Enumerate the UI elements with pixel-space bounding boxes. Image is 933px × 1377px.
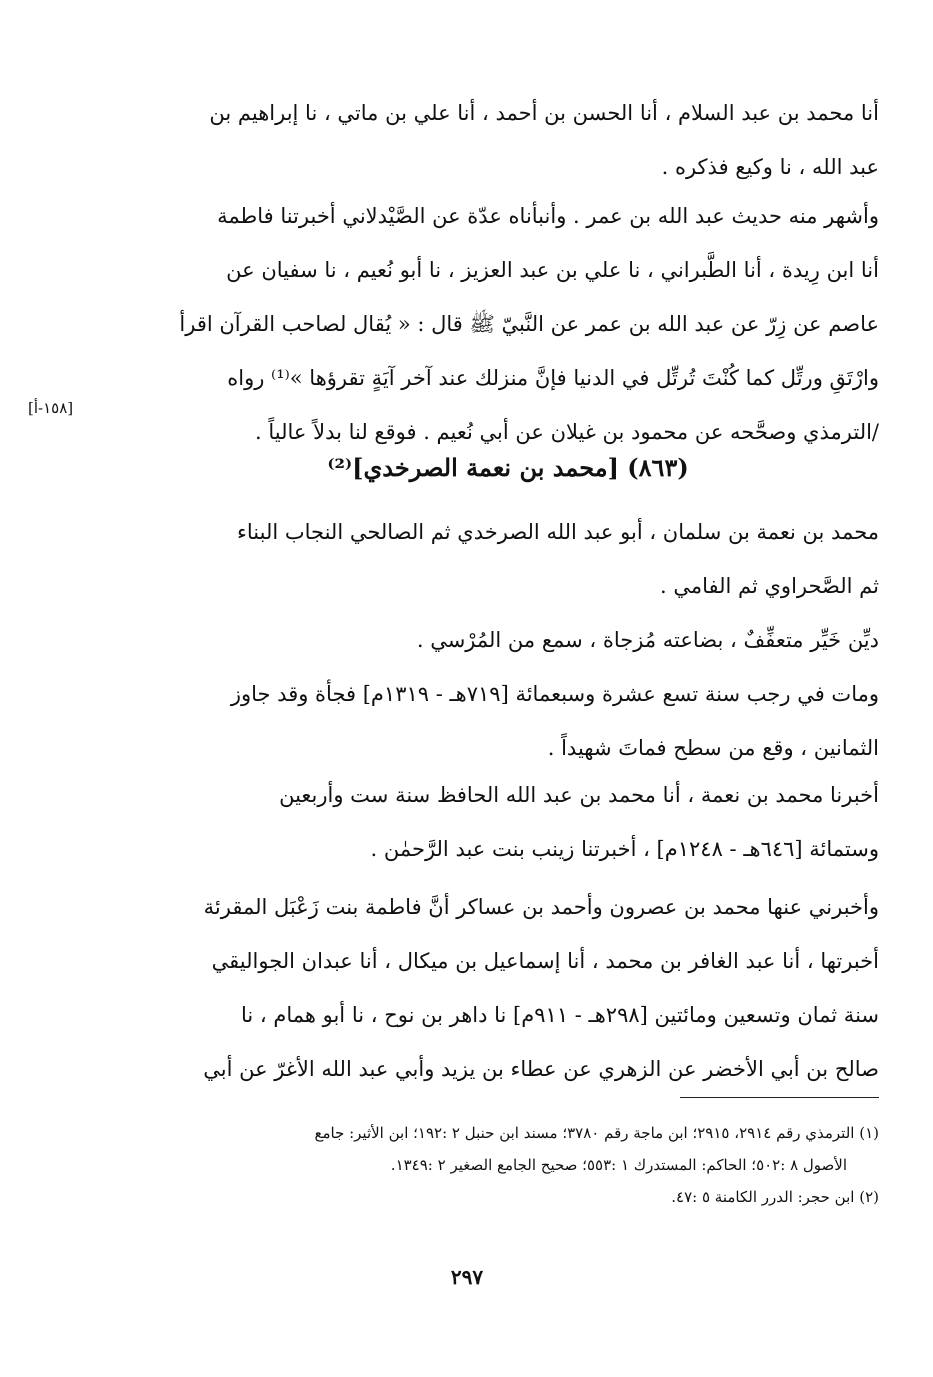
footnote-separator (680, 1097, 879, 1098)
footnote-1: (١) الترمذي رقم ٢٩١٤، ٢٩١٥؛ ابن ماجة رقم ٣٧٨٠؛ مسند ابن حنبل ٢ :١٩٢؛ ابن الأثير: جامع (314, 1124, 879, 1142)
paragraph-isnad-1 (137, 86, 879, 194)
text-line: محمد بن نعمة بن سلمان ، أبو عبد الله الصرخدي ثم الصالحي النجاب البناء (237, 520, 879, 544)
text-line: أخبرتها ، أنا عبد الغافر بن محمد ، أنا إسماعيل بن ميكال ، أنا عبدان الجواليقي (211, 949, 879, 973)
paragraph-hadith (137, 189, 879, 459)
text-line: /الترمذي وصحَّحه عن محمود بن غيلان عن أبي نُعيم . فوقع لنا بدلاً عالياً . (255, 420, 879, 444)
footnotes (137, 1117, 879, 1213)
text-line: عاصم عن زِرّ عن عبد الله بن عمر عن النَّبيّ ﷺ قال : « يُقال لصاحب القرآن اقرأ (179, 312, 879, 336)
text-line: أخبرنا محمد بن نعمة ، أنا محمد بن عبد الله الحافظ سنة ست وأربعين (279, 783, 879, 807)
text-line: عبد الله ، نا وكيع فذكره . (661, 155, 879, 179)
text-line: وارْتَقِ ورتِّل كما كُنْتَ تُرتِّل في الدنيا فإنَّ منزلك عند آخر آيَةٍ تقرؤها »⁽¹⁾ رواه (227, 366, 879, 390)
text-line: ديِّن خَيِّر متعفِّفٌ ، بضاعته مُزجاة ، سمع من المُرْسي . (416, 628, 879, 652)
text-line: أنا محمد بن عبد السلام ، أنا الحسن بن أحمد ، أنا علي بن ماتي ، نا إبراهيم بن (209, 101, 879, 125)
text-line: سنة ثمان وتسعين ومائتين [٢٩٨هـ - ٩١١م] نا داهر بن نوح ، نا أبو همام ، نا (240, 1003, 879, 1027)
entry-heading: (٨٦٣) [محمد بن نعمة الصرخدي]⁽²⁾ (327, 453, 689, 482)
footnote-1-continued: الأصول ٨ :٥٠٢؛ الحاكم: المستدرك ١ :٥٥٣؛ صحيح الجامع الصغير ٢ :١٣٤٩. (390, 1156, 847, 1174)
page-number: ٢٩٧ (450, 1265, 484, 1289)
text-line: أنا ابن رِيدة ، أنا الطَّبراني ، نا علي بن عبد العزيز ، نا أبو نُعيم ، نا سفيان عن (226, 258, 879, 282)
text-line: الثمانين ، وقع من سطح فماتَ شهيداً . (547, 736, 879, 760)
paragraph-isnad-2 (137, 768, 879, 876)
marginal-folio-note: [١٥٨-أ] (28, 399, 74, 417)
paragraph-isnad-3 (137, 880, 879, 1096)
paragraph-biography (137, 505, 879, 775)
text-line: وأخبرني عنها محمد بن عصرون وأحمد بن عساكر أنَّ فاطمة بنت زَعْبَل المقرئة (203, 895, 879, 919)
text-line: صالح بن أبي الأخضر عن الزهري عن عطاء بن يزيد وأبي عبد الله الأغرّ عن أبي (203, 1057, 879, 1081)
text-line: وستمائة [٦٤٦هـ - ١٢٤٨م] ، أخبرتنا زينب بنت عبد الرَّحمٰن . (370, 837, 879, 861)
text-line: ثم الصَّحراوي ثم الفامي . (659, 574, 879, 598)
text-line: ومات في رجب سنة تسع عشرة وسبعمائة [٧١٩هـ - ١٣١٩م] فجأة وقد جاوز (230, 682, 879, 706)
footnote-2: (٢) ابن حجر: الدرر الكامنة ٥ :٤٧. (671, 1188, 879, 1206)
text-line: وأشهر منه حديث عبد الله بن عمر . وأنبأناه عدّة عن الصَّيْدلاني أخبرتنا فاطمة (217, 204, 879, 228)
